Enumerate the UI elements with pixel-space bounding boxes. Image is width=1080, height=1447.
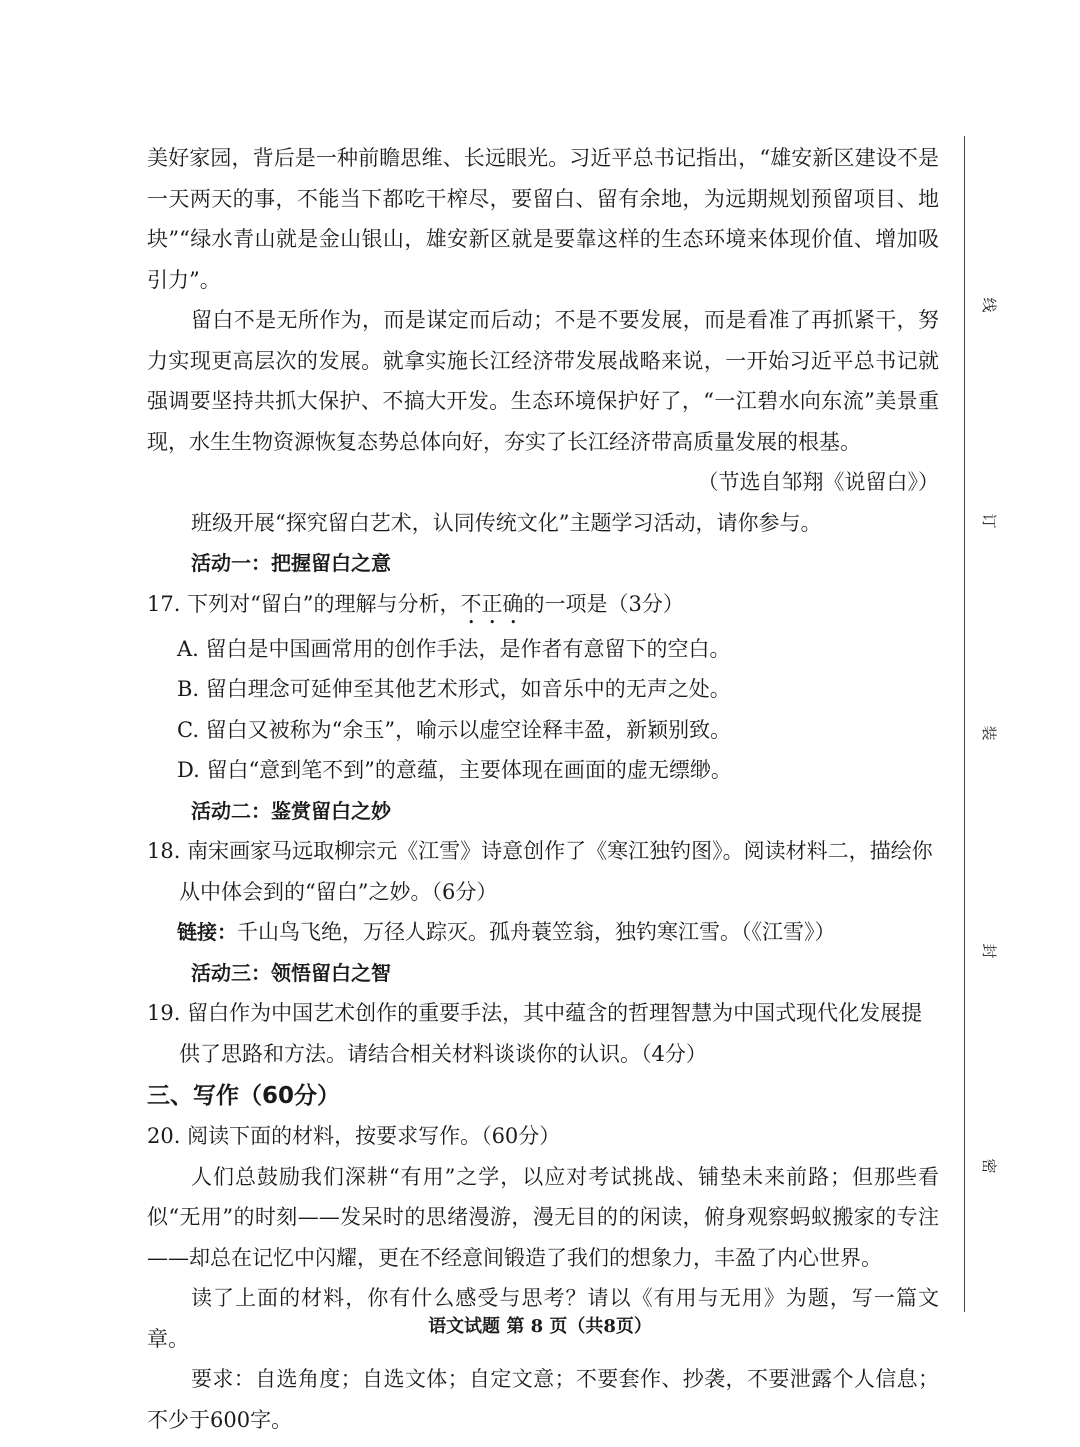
binding-line — [964, 136, 965, 1312]
binding-mark: 装 — [980, 725, 998, 741]
option-b: B. 留白理念可延伸至其他艺术形式，如音乐中的无声之处。 — [177, 677, 731, 701]
exam-content — [147, 138, 939, 1440]
question-20: 20. 阅读下面的材料，按要求写作。（60分） — [147, 1124, 561, 1148]
writing-requirements: 要求：自选角度；自选文体；自定文意；不要套作、抄袭，不要泄露个人信息；不少于600字。 — [147, 1367, 939, 1432]
link-text: 千山鸟飞绝，万径人踪灭。孤舟蓑笠翁，独钓寒江雪。（《江雪》） — [237, 920, 836, 944]
passage-paragraph: 留白不是无所作为，而是谋定而后动；不是不要发展，而是看准了再抓紧干，努力实现更高层次的发展。就拿实施长江经济带发展战略来说，一开始习近平总书记就强调要坚持共抓大保护、不搞大开发。生态环境保护好了，“一江碧水向东流”美景重现，水生生物资源恢复态势总体向好，夯实了长江经济带高质量发展的根基。 — [147, 308, 939, 454]
question-18: 18. 南宋画家马远取柳宗元《江雪》诗意创作了《寒江独钓图》。阅读材料二，描绘你从中体会到的“留白”之妙。（6分） — [147, 839, 933, 904]
activity-heading: 活动二：鉴赏留白之妙 — [191, 798, 391, 823]
option-a: A. 留白是中国画常用的创作手法，是作者有意留下的空白。 — [177, 636, 731, 661]
binding-mark: 密 — [980, 1158, 998, 1174]
question-17 — [147, 584, 939, 629]
section-heading: 三、写作（60分） — [147, 1083, 341, 1109]
writing-material: 人们总鼓励我们深耕“有用”之学，以应对考试挑战、铺垫未来前路；但那些看似“无用”的时刻——发呆时的思绪漫游，漫无目的的闲读，俯身观察蚂蚁搬家的专注——却总在记忆中闪耀，更在不经意间锻造了我们的想象力，丰盈了内心世界。 — [147, 1164, 939, 1270]
page-footer: 语文试题 第 8 页（共8页） — [428, 1316, 652, 1337]
question-stem: 17. 下列对“留白”的理解与分析， — [147, 591, 461, 616]
option-d: D. 留白“意到笔不到”的意蕴，主要体现在画面的虚无缥缈。 — [177, 758, 732, 782]
link-label: 链接： — [177, 920, 237, 944]
activity-intro: 班级开展“探究留白艺术，认同传统文化”主题学习活动，请你参与。 — [191, 510, 822, 535]
activity-heading: 活动三：领悟留白之智 — [191, 960, 391, 985]
writing-prompt: 读了上面的材料，你有什么感受与思考？请以《有用与无用》为题，写一篇文章。 — [147, 1286, 939, 1351]
question-19: 19. 留白作为中国艺术创作的重要手法，其中蕴含的哲理智慧为中国式现代化发展提供了思路和方法。请结合相关材料谈谈你的认识。（4分） — [147, 1001, 923, 1066]
poem-link — [177, 912, 939, 953]
binding-mark: 线 — [980, 297, 998, 313]
binding-mark: 订 — [980, 513, 998, 529]
option-c: C. 留白又被称为“余玉”，喻示以虚空诠释丰盈，新颖别致。 — [177, 717, 732, 742]
passage-paragraph: 美好家园，背后是一种前瞻思维、长远眼光。习近平总书记指出，“雄安新区建设不是一天两天的事，不能当下都吃干榨尽，要留白、留有余地，为远期规划预留项目、地块”“绿水青山就是金山银山，雄安新区就是要靠这样的生态环境来体现价值、增加吸引力”。 — [147, 146, 939, 292]
binding-mark: 封 — [980, 943, 998, 959]
activity-heading: 活动一：把握留白之意 — [191, 551, 391, 575]
passage-source: （节选自邹翔《说留白》） — [697, 470, 939, 494]
question-stem: 的一项是（3分） — [523, 591, 684, 616]
emphasis-text: 不正确 — [460, 591, 524, 616]
